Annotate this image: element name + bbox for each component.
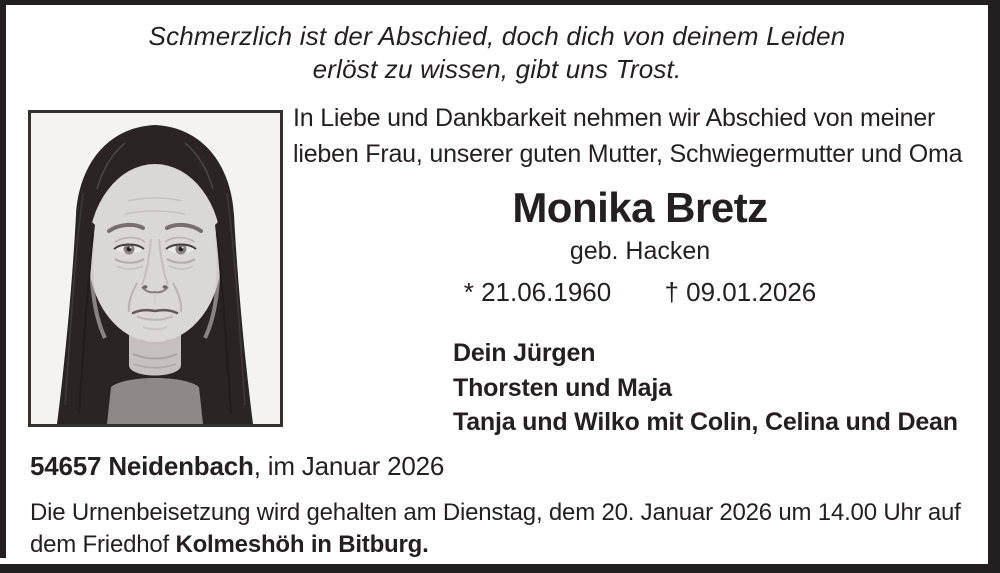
death-date: † 09.01.2026 bbox=[664, 277, 817, 307]
place-name: 54657 Neidenbach bbox=[30, 451, 254, 481]
mourner-line: Dein Jürgen bbox=[453, 339, 596, 367]
deceased-name: Monika Bretz bbox=[512, 184, 768, 231]
place-date-line bbox=[30, 451, 444, 482]
intro-line-2: lieben Frau, unserer guten Mutter, Schwiegermutter und Oma bbox=[293, 139, 963, 168]
mourner-line: Tanja und Wilko mit Colin, Celina und Dean bbox=[453, 408, 958, 436]
funeral-announcement bbox=[30, 497, 980, 561]
portrait-illustration bbox=[31, 113, 280, 424]
maiden-name: geb. Hacken bbox=[569, 237, 711, 265]
epigraph-line-2: erlöst zu wissen, gibt uns Trost. bbox=[312, 54, 682, 84]
life-dates bbox=[293, 277, 987, 308]
mourners-list bbox=[453, 336, 958, 440]
intro-line-1: In Liebe und Dankbarkeit nehmen wir Abschied von meiner bbox=[293, 104, 936, 132]
epigraph bbox=[6, 20, 988, 86]
birth-date: * 21.06.1960 bbox=[463, 277, 612, 307]
epigraph-line-1: Schmerzlich ist der Abschied, doch dich von deinem Leiden bbox=[148, 21, 846, 51]
mourner-line: Thorsten und Maja bbox=[453, 373, 672, 402]
intro-text bbox=[293, 101, 987, 172]
funeral-line-2 bbox=[30, 529, 980, 561]
portrait-photo bbox=[28, 110, 283, 427]
cemetery-name: Kolmeshöh in Bitburg. bbox=[175, 531, 429, 558]
scan-frame-top bbox=[0, 0, 1000, 5]
funeral-line-2-regular: dem Friedhof bbox=[30, 531, 176, 558]
place-date-rest: , im Januar 2026 bbox=[253, 451, 445, 481]
scan-frame-right bbox=[988, 0, 1000, 566]
scan-frame-bottom bbox=[0, 564, 1000, 573]
funeral-line-1: Die Urnenbeisetzung wird gehalten am Dienstag, dem 20. Januar 2026 um 14.00 Uhr auf bbox=[30, 499, 961, 526]
